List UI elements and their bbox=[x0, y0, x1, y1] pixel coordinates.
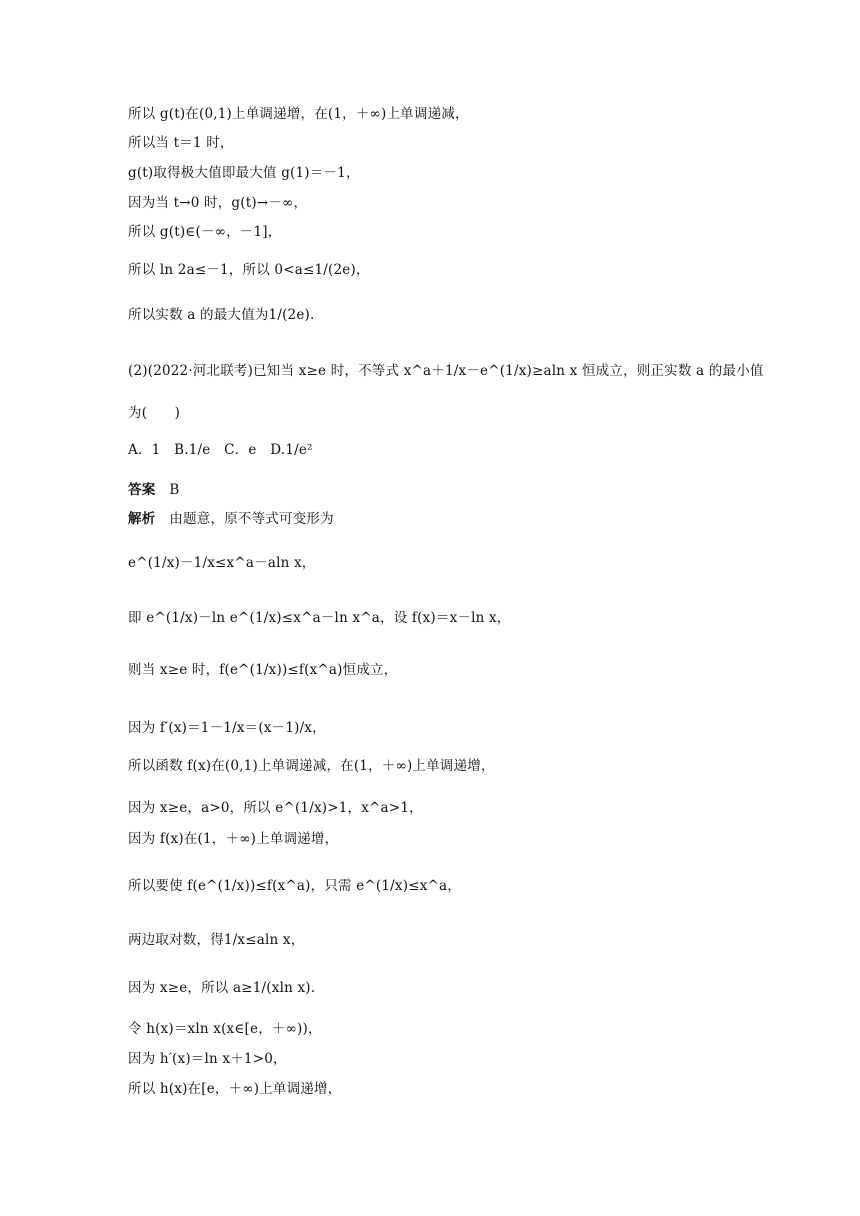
text-line: 所以要使 f(e^(1/x))≤f(x^a)，只需 e^(1/x)≤x^a， bbox=[128, 878, 461, 894]
text-line: 所以 g(t)在(0,1)上单调递增，在(1，＋∞)上单调递减， bbox=[128, 106, 469, 122]
analysis-intro: 由题意，原不等式可变形为 bbox=[169, 511, 334, 527]
text-line: e^(1/x)－1/x≤x^a－aln x， bbox=[128, 555, 316, 571]
answer-row bbox=[128, 480, 180, 500]
text-line: 令 h(x)＝xln x(x∈[e，＋∞))， bbox=[128, 1021, 322, 1037]
text-line: 所以实数 a 的最大值为1/(2e). bbox=[128, 307, 315, 323]
text-line: 因为当 t→0 时，g(t)→－∞， bbox=[128, 195, 308, 211]
text-line: 所以 ln 2a≤－1，所以 0<a≤1/(2e)， bbox=[128, 262, 370, 278]
text-line: 因为 h′(x)＝ln x＋1>0， bbox=[128, 1051, 287, 1067]
answer-value: B bbox=[169, 482, 180, 498]
analysis-row bbox=[128, 509, 334, 529]
question-text: (2)(2022·河北联考)已知当 x≥e 时，不等式 x^a＋1/x－e^(1/x)≥aln x 恒成立，则正实数 a 的最小值 bbox=[128, 363, 764, 379]
analysis-label: 解析 bbox=[128, 511, 156, 527]
text-line: 因为 f′(x)＝1－1/x＝(x－1)/x， bbox=[128, 720, 326, 736]
text-line: 因为 x≥e，所以 a≥1/(xln x). bbox=[128, 980, 316, 996]
text-line: 所以 h(x)在[e，＋∞)上单调递增， bbox=[128, 1081, 342, 1097]
text-line: 两边取对数，得1/x≤aln x， bbox=[128, 932, 305, 948]
answer-label: 答案 bbox=[128, 482, 156, 498]
answer-options: A．1 B.1/e C．e D.1/e² bbox=[128, 442, 313, 458]
text-line: 因为 x≥e，a>0，所以 e^(1/x)>1，x^a>1， bbox=[128, 800, 423, 816]
text-line: 为( ) bbox=[128, 405, 181, 421]
text-line: 所以 g(t)∈(－∞，－1]， bbox=[128, 224, 282, 240]
text-line: g(t)取得极大值即最大值 g(1)＝－1， bbox=[128, 165, 360, 181]
text-line: 所以当 t＝1 时， bbox=[128, 135, 234, 151]
text-line: 因为 f(x)在(1，＋∞)上单调递增， bbox=[128, 831, 339, 847]
text-line: 即 e^(1/x)－ln e^(1/x)≤x^a－ln x^a，设 f(x)＝x－ln x， bbox=[128, 610, 511, 626]
text-line: 则当 x≥e 时，f(e^(1/x))≤f(x^a)恒成立， bbox=[128, 662, 398, 678]
text-line: 所以函数 f(x)在(0,1)上单调递减，在(1，＋∞)上单调递增， bbox=[128, 758, 495, 774]
